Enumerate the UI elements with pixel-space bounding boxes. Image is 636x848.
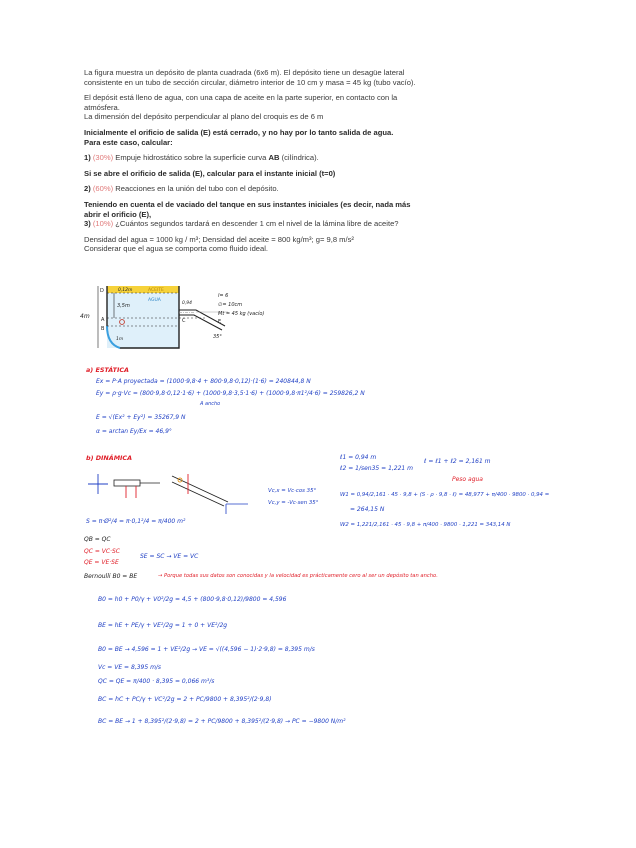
question-text: Reacciones en la unión del tubo con el depósito. — [115, 184, 279, 194]
water-label: AGUA — [148, 298, 161, 303]
problem-statement — [84, 68, 554, 254]
problem-bold-line: abrir el orificio (E), — [84, 209, 152, 219]
section-velocity-equality: SE = SC → VE = VC — [140, 553, 199, 560]
equation-ex: Ex = P·A proyectada = (1000·9,8·4 + 800·9,8·0,12)·(1·6) = 240844,8 N — [96, 378, 311, 385]
inclined-pipe — [172, 476, 228, 502]
question-1 — [84, 153, 554, 163]
inclined-pipe-sketch — [168, 468, 258, 516]
oil-label: ACEITE — [148, 288, 164, 293]
length-total: ℓ = ℓ1 + ℓ2 = 2,161 m — [424, 458, 491, 465]
question-2 — [84, 184, 554, 194]
length-l1: ℓ1 = 0,94 m — [340, 454, 377, 461]
question-weight: (60%) — [92, 184, 114, 194]
flow-c: QC = VC·SC — [84, 548, 120, 555]
question-text: (cilíndrica). — [279, 153, 319, 163]
question-weight: (10%) — [92, 219, 114, 229]
oil-thickness-label: 0,12m — [118, 288, 133, 293]
velocity-x-component: Vc,x = Vc·cos 35° — [268, 488, 317, 494]
weight-w1: W1 = 0,94/2,161 · 45 · 9,8 + (S · ρ · 9,8 · ℓ) = 48,977 + π/400 · 9800 · 0,94 = — [340, 492, 550, 498]
point-label-b: B — [101, 326, 105, 332]
problem-bold-line: Si se abre el orificio de salida (E), calcular para el instante inicial (t=0) — [84, 168, 336, 178]
problem-bold-line: Teniendo en cuenta el de vaciado del tanque en sus instantes iniciales (es decir, nada más — [84, 199, 411, 209]
equation-vc: Vc = VE = 8,395 m/s — [98, 664, 162, 671]
point-label-c: C — [182, 318, 186, 324]
question-text: AB — [268, 153, 280, 163]
equation-alpha: α = arctan Ey/Ex = 46,9° — [96, 428, 172, 435]
small-dimension-label: 1m — [116, 337, 124, 342]
question-number: 3) — [84, 219, 91, 229]
question-number: 2) — [84, 184, 91, 194]
weight-w1-result: = 264,15 N — [350, 506, 385, 513]
velocity-y-component: Vc,y = -Vc·sen 35° — [268, 500, 319, 506]
diagram-note: l= 6 — [218, 293, 229, 299]
problem-line: El depósit está lleno de agua, con una capa de aceite en la parte superior, en contacto con la — [84, 93, 398, 103]
peso-agua-label: Peso agua — [452, 476, 483, 483]
bernoulli-note: → Porque todas sus datos son conocidas y la velocidad es prácticamente cero al ser un depósito tan ancho. — [158, 573, 438, 579]
equation-qc: QC = QE = π/400 · 8,395 = 0,066 m³/s — [98, 678, 215, 685]
point-label-d: D — [100, 288, 104, 294]
densities-line: Densidad del agua = 1000 kg / m³; Densidad del aceite = 800 kg/m³; g= 9,8 m/s² — [84, 234, 354, 244]
tank-height-label: 4m — [80, 313, 90, 320]
pipe-dimension-label: 0,94 — [182, 301, 193, 306]
problem-bold-line: Inicialmente el orificio de salida (E) está cerrado, y no hay por lo tanto salida de agua. — [84, 127, 394, 137]
point-label-e: E — [218, 319, 222, 325]
length-l2: ℓ2 = 1/sen35 = 1,221 m — [340, 465, 414, 472]
weight-w2: W2 = 1,221/2,161 · 45 · 9,8 + π/400 · 9800 · 1,221 = 343,14 N — [340, 522, 511, 528]
equation-ey-note: A ancho — [200, 401, 221, 407]
problem-line: atmósfera. — [84, 102, 120, 112]
ideal-fluid-line: Considerar que el agua se comporta como fluido ideal. — [84, 244, 269, 254]
section-b-title: b) DINÁMICA — [86, 454, 133, 462]
tank-diagram — [78, 282, 268, 362]
problem-line: La dimensión del depósito perpendicular al plano del croquis es de 6 m — [84, 112, 324, 122]
section-area: S = π·Ø²/4 = π·0,1²/4 = π/400 m² — [86, 518, 186, 525]
equation-bc: BC = hC + PC/γ + VC²/2g = 2 + PC/9800 + 8,395²/(2·9,8) — [98, 696, 272, 703]
inclined-pipe — [172, 482, 224, 506]
equation-b0: B0 = h0 + P0/γ + V0²/2g = 4,5 + (800·9,8·0,12)/9800 = 4,596 — [98, 596, 287, 603]
problem-bold-line: Para este caso, calcular: — [84, 137, 173, 147]
flow-equality: QB = QC — [84, 536, 111, 543]
section-a-title: a) ESTÁTICA — [86, 366, 129, 374]
question-text: ¿Cuántos segundos tardará en descender 1 cm el nivel de la lámina libre de aceite? — [115, 219, 399, 229]
flow-e: QE = VE·SE — [84, 559, 119, 566]
equation-b0-be: B0 = BE → 4,596 = 1 + VE²/2g → VE = √((4,596 − 1)·2·9,8) = 8,395 m/s — [98, 646, 315, 653]
equation-bc-be: BC = BE → 1 + 8,395²/(2·9,8) = 2 + PC/9800 + 8,395²/(2·9,8) → PC = −9800 N/m² — [98, 718, 346, 725]
question-text: Empuje hidrostático sobre la superficie curva — [115, 153, 269, 163]
bernoulli-label: Bernoulli B0 = BE — [84, 573, 138, 580]
equation-ey: Ey = ρ·g·Vc = (800·9,8·0,12·1·6) + (1000·9,8·3,5·1·6) + (1000·9,8·π1²/4·6) = 259826,2 N — [96, 390, 365, 397]
problem-line: La figura muestra un depósito de planta cuadrada (6x6 m). El depósito tiene un desagüe lateral — [84, 68, 405, 77]
diagram-note: ∅= 10cm — [218, 302, 243, 308]
equation-be: BE = hE + PE/γ + VE²/2g = 1 + 0 + VE²/2g — [98, 622, 228, 629]
point-label-a: A — [101, 317, 105, 323]
angle-label: 35° — [213, 334, 222, 340]
depth-label: 3,5m — [117, 303, 130, 309]
equation-e: E = √(Ex² + Ey²) = 35267,9 N — [96, 414, 186, 421]
question-number: 1) — [84, 153, 91, 163]
pipe-section — [114, 480, 140, 486]
question-weight: (30%) — [92, 153, 114, 163]
question-3 — [84, 219, 554, 229]
diagram-note: Mt = 45 kg (vacío) — [218, 311, 265, 317]
problem-line: consistente en un tubo de sección circular, diámetro interior de 10 cm y masa = 45 kg (tubo vacío). — [84, 77, 416, 87]
